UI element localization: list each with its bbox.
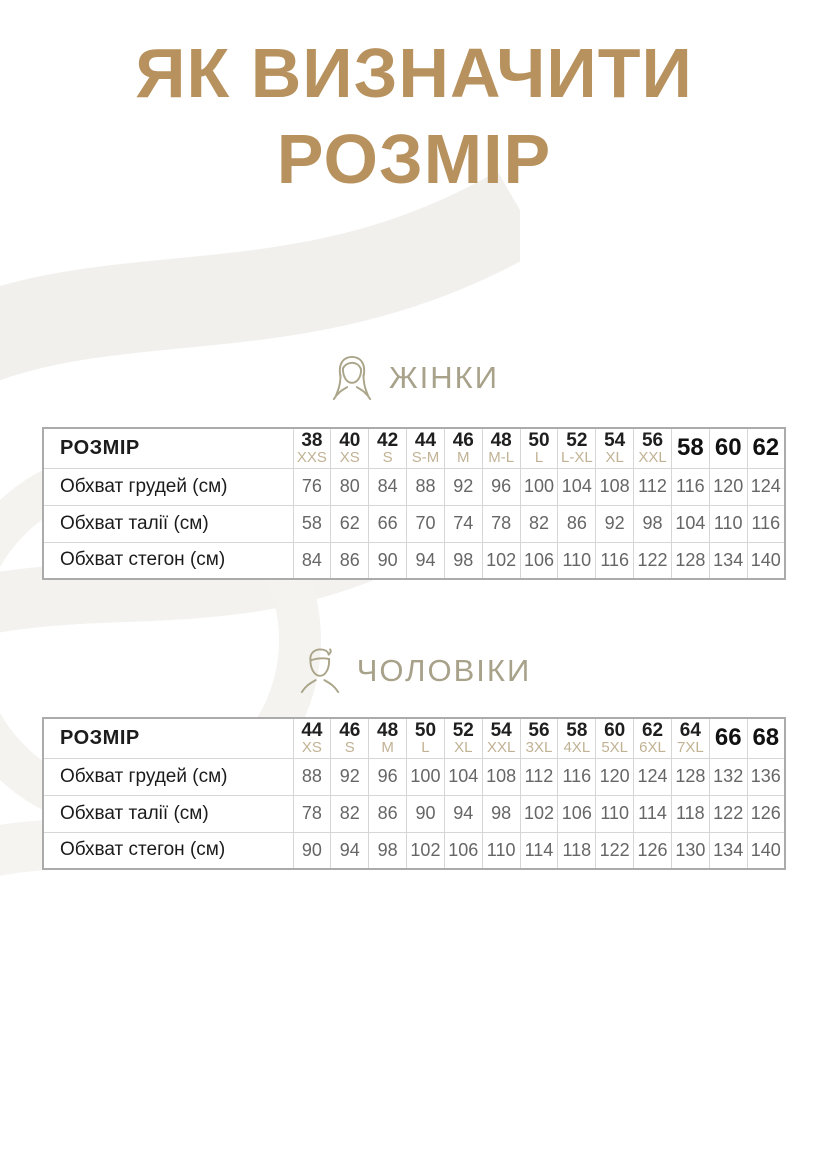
size-letter: XS <box>339 448 360 466</box>
measurement-value: 92 <box>444 468 482 505</box>
measurement-value: 122 <box>709 795 747 832</box>
measurement-value: 94 <box>407 542 445 579</box>
measurement-value: 122 <box>596 832 634 869</box>
size-letter: 5XL <box>601 738 629 756</box>
page-title <box>0 30 828 202</box>
measurement-value: 90 <box>293 832 331 869</box>
measurement-value: 114 <box>520 832 558 869</box>
size-column-header <box>520 428 558 468</box>
measurement-value: 92 <box>331 758 369 795</box>
measurement-value: 130 <box>671 832 709 869</box>
size-letter: 3XL <box>525 738 553 756</box>
measurement-value: 100 <box>407 758 445 795</box>
size-column-header <box>293 718 331 758</box>
size-number: 50 <box>528 429 550 451</box>
measurement-value: 102 <box>482 542 520 579</box>
size-number: 60 <box>604 719 626 741</box>
measurement-value: 104 <box>558 468 596 505</box>
measurement-value: 120 <box>596 758 634 795</box>
size-number: 44 <box>414 429 437 451</box>
measurement-value: 70 <box>407 505 445 542</box>
measurement-value: 90 <box>407 795 445 832</box>
woman-icon <box>329 352 375 404</box>
measurement-value: 140 <box>747 542 785 579</box>
size-number: 52 <box>566 429 588 451</box>
measurement-value: 104 <box>444 758 482 795</box>
size-number: 42 <box>377 429 399 451</box>
size-number: 62 <box>641 719 664 741</box>
size-column-header <box>596 718 634 758</box>
size-column-header <box>331 718 369 758</box>
size-number: 56 <box>528 719 550 741</box>
size-letter: XXS <box>296 448 327 466</box>
size-letter: L <box>421 738 430 756</box>
measurement-value: 96 <box>369 758 407 795</box>
measurement-value: 86 <box>331 542 369 579</box>
measurement-value: 122 <box>634 542 672 579</box>
size-column-header: 62 <box>747 428 785 468</box>
measurement-value: 106 <box>558 795 596 832</box>
measurement-value: 136 <box>747 758 785 795</box>
measurement-row <box>43 758 785 795</box>
measurement-row-label: Обхват талії (см) <box>43 795 293 832</box>
size-column-header <box>596 428 634 468</box>
size-number: 54 <box>490 719 512 741</box>
page-title-line1: ЯК ВИЗНАЧИТИ <box>135 34 693 112</box>
measurement-value: 92 <box>596 505 634 542</box>
measurement-value: 86 <box>558 505 596 542</box>
size-letter: 7XL <box>677 738 704 756</box>
size-column-header: 60 <box>709 428 747 468</box>
measurement-value: 76 <box>293 468 331 505</box>
size-column-header <box>482 718 520 758</box>
measurement-value: 82 <box>520 505 558 542</box>
measurement-value: 102 <box>407 832 445 869</box>
size-number: 54 <box>604 429 626 451</box>
measurement-value: 98 <box>482 795 520 832</box>
size-number: 52 <box>452 719 474 741</box>
size-column-header <box>407 718 445 758</box>
size-number: 56 <box>641 429 664 451</box>
size-column-header <box>369 428 407 468</box>
size-number: 46 <box>452 429 474 451</box>
measurement-value: 132 <box>709 758 747 795</box>
size-column-header <box>520 718 558 758</box>
size-letter: M <box>381 738 394 756</box>
size-letter: XXL <box>486 738 516 756</box>
measurement-value: 90 <box>369 542 407 579</box>
measurement-value: 134 <box>709 832 747 869</box>
measurement-row-label: Обхват талії (см) <box>43 505 293 542</box>
size-header-row <box>43 428 785 468</box>
size-column-header <box>369 718 407 758</box>
measurement-row <box>43 795 785 832</box>
men-section-label: ЧОЛОВІКИ <box>356 653 532 688</box>
measurement-value: 108 <box>596 468 634 505</box>
size-column-header: 68 <box>747 718 785 758</box>
women-size-table <box>42 427 786 580</box>
measurement-value: 62 <box>331 505 369 542</box>
size-column-header <box>407 428 445 468</box>
measurement-row-label: Обхват грудей (см) <box>43 468 293 505</box>
measurement-value: 110 <box>596 795 634 832</box>
measurement-value: 86 <box>369 795 407 832</box>
measurement-value: 106 <box>444 832 482 869</box>
measurement-value: 82 <box>331 795 369 832</box>
size-label: РОЗМІР <box>43 718 293 758</box>
size-header-row <box>43 718 785 758</box>
measurement-value: 88 <box>407 468 445 505</box>
measurement-value: 66 <box>369 505 407 542</box>
size-letter: XXL <box>638 448 667 466</box>
measurement-value: 110 <box>558 542 596 579</box>
size-letter: L-XL <box>560 448 593 466</box>
measurement-value: 128 <box>671 758 709 795</box>
measurement-value: 74 <box>444 505 482 542</box>
measurement-value: 140 <box>747 832 785 869</box>
size-letter: M <box>457 448 470 466</box>
measurement-value: 116 <box>596 542 634 579</box>
measurement-value: 96 <box>482 468 520 505</box>
measurement-row-label: Обхват стегон (см) <box>43 542 293 579</box>
size-letter: XL <box>605 448 624 466</box>
size-column-header: 66 <box>709 718 747 758</box>
size-letter: L <box>534 448 544 466</box>
page-title-line2: РОЗМІР <box>276 120 552 198</box>
men-section-header <box>0 645 828 697</box>
size-number: 64 <box>679 719 701 741</box>
size-column-header <box>331 428 369 468</box>
measurement-value: 110 <box>709 505 747 542</box>
size-label: РОЗМІР <box>43 428 293 468</box>
measurement-value: 116 <box>747 505 785 542</box>
size-number: 40 <box>339 429 361 451</box>
size-letter: S <box>344 738 355 756</box>
measurement-row <box>43 832 785 869</box>
measurement-row <box>43 468 785 505</box>
measurement-value: 108 <box>482 758 520 795</box>
size-letter: XL <box>454 738 473 756</box>
size-letter: S <box>382 448 393 466</box>
measurement-value: 116 <box>671 468 709 505</box>
measurement-value: 114 <box>634 795 672 832</box>
measurement-value: 134 <box>709 542 747 579</box>
measurement-value: 112 <box>634 468 672 505</box>
measurement-value: 98 <box>369 832 407 869</box>
size-column-header <box>444 428 482 468</box>
measurement-value: 124 <box>634 758 672 795</box>
measurement-value: 120 <box>709 468 747 505</box>
size-number: 46 <box>339 719 361 741</box>
measurement-value: 118 <box>671 795 709 832</box>
size-column-header <box>558 428 596 468</box>
size-column-header <box>558 718 596 758</box>
measurement-value: 128 <box>671 542 709 579</box>
measurement-value: 110 <box>482 832 520 869</box>
measurement-value: 80 <box>331 468 369 505</box>
size-column-header <box>293 428 331 468</box>
size-table <box>42 717 786 870</box>
measurement-value: 88 <box>293 758 331 795</box>
size-letter: XS <box>301 738 322 756</box>
man-icon <box>297 645 343 697</box>
size-number: 38 <box>301 429 323 451</box>
measurement-row <box>43 505 785 542</box>
size-number: 48 <box>377 719 399 741</box>
measurement-value: 116 <box>558 758 596 795</box>
measurement-value: 58 <box>293 505 331 542</box>
measurement-row-label: Обхват стегон (см) <box>43 832 293 869</box>
measurement-value: 126 <box>747 795 785 832</box>
size-number: 58 <box>566 719 588 741</box>
measurement-value: 84 <box>293 542 331 579</box>
size-column-header <box>634 718 672 758</box>
measurement-row <box>43 542 785 579</box>
size-letter: 6XL <box>639 738 666 756</box>
measurement-value: 112 <box>520 758 558 795</box>
size-column-header <box>634 428 672 468</box>
measurement-value: 78 <box>482 505 520 542</box>
size-table <box>42 427 786 580</box>
size-number: 48 <box>490 429 512 451</box>
measurement-value: 100 <box>520 468 558 505</box>
men-size-table <box>42 717 786 870</box>
measurement-value: 118 <box>558 832 596 869</box>
measurement-value: 98 <box>444 542 482 579</box>
women-section-header <box>0 352 828 404</box>
size-letter: S-M <box>411 448 440 466</box>
size-column-header <box>482 428 520 468</box>
measurement-value: 78 <box>293 795 331 832</box>
measurement-value: 106 <box>520 542 558 579</box>
measurement-value: 104 <box>671 505 709 542</box>
measurement-value: 98 <box>634 505 672 542</box>
measurement-value: 102 <box>520 795 558 832</box>
measurement-value: 124 <box>747 468 785 505</box>
women-section-label: ЖІНКИ <box>389 360 499 395</box>
size-number: 50 <box>414 719 437 741</box>
measurement-value: 126 <box>634 832 672 869</box>
size-number: 44 <box>301 719 323 741</box>
size-column-header <box>671 718 709 758</box>
size-column-header <box>444 718 482 758</box>
measurement-row-label: Обхват грудей (см) <box>43 758 293 795</box>
measurement-value: 84 <box>369 468 407 505</box>
size-column-header: 58 <box>671 428 709 468</box>
size-letter: M-L <box>488 448 515 466</box>
measurement-value: 94 <box>331 832 369 869</box>
measurement-value: 94 <box>444 795 482 832</box>
size-letter: 4XL <box>563 738 591 756</box>
